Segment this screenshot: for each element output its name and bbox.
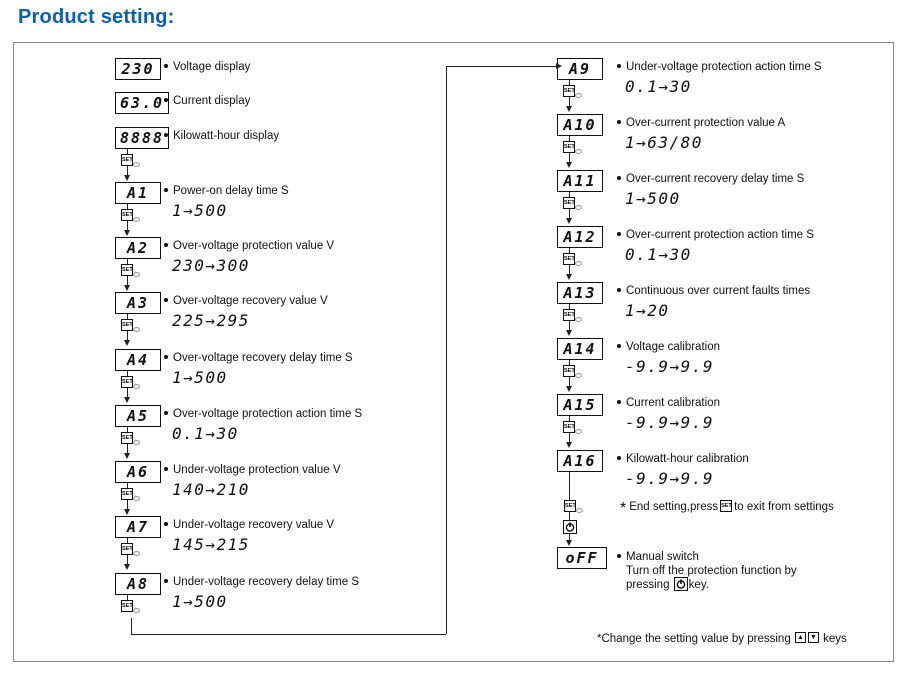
step-label	[617, 172, 804, 186]
step-label-text: Over-voltage protection value V	[173, 240, 335, 252]
connector-left-down	[131, 618, 132, 634]
lcd-display: 8888	[115, 127, 169, 149]
finger-icon	[133, 551, 140, 556]
finger-icon	[575, 373, 582, 378]
step-label	[164, 294, 328, 308]
flow-arrowhead	[124, 509, 130, 515]
step-range: 0.1→30	[172, 424, 239, 443]
flow-arrowhead	[566, 386, 572, 392]
step-label-text: Under-voltage protection action time S	[626, 61, 822, 73]
step-range: -9.9→9.9	[625, 357, 715, 376]
step-label-text: Kilowatt-hour calibration	[626, 453, 749, 465]
step-label-text: Over-current protection value A	[626, 117, 786, 129]
step-label-text: Over-current recovery delay time S	[626, 173, 805, 185]
step-label-text: Under-voltage recovery value V	[173, 519, 335, 531]
step-range: -9.9→9.9	[625, 469, 715, 488]
step-range: 1→500	[172, 592, 228, 611]
finger-icon	[575, 261, 582, 266]
step-range: 0.1→30	[625, 245, 692, 264]
lcd-display: A9	[557, 58, 603, 80]
step-label	[617, 396, 720, 410]
lcd-display: A2	[115, 237, 161, 259]
step-label	[617, 228, 814, 242]
set-key-icon: SET	[121, 488, 133, 500]
flow-arrowhead	[566, 218, 572, 224]
step-label-text: Under-voltage protection value V	[173, 464, 341, 476]
set-key-icon: SET	[563, 253, 575, 265]
step-range: 140→210	[172, 480, 250, 499]
step-label	[617, 284, 810, 298]
up-key-icon: ▲	[795, 632, 806, 643]
lcd-display: A3	[115, 292, 161, 314]
connector-arrowhead	[556, 63, 562, 69]
set-key-icon: SET	[121, 154, 133, 166]
step-range: -9.9→9.9	[625, 413, 715, 432]
set-key-icon: SET	[563, 365, 575, 377]
step-label	[164, 575, 359, 589]
connector-bottom	[131, 634, 446, 635]
step-range: 0.1→30	[625, 77, 692, 96]
end-setting-note: * End setting,press SET to exit from settings	[620, 500, 834, 517]
step-label	[164, 463, 341, 477]
lcd-display: A7	[115, 516, 161, 538]
page-title: Product setting:	[18, 6, 175, 28]
lcd-display: A13	[557, 282, 603, 304]
step-label-text: Over-voltage protection action time S	[173, 408, 363, 420]
lcd-display: A12	[557, 226, 603, 248]
flow-arrowhead	[566, 162, 572, 168]
set-key-icon: SET	[563, 309, 575, 321]
set-key-icon: SET	[720, 500, 732, 512]
down-key-icon: ▼	[808, 632, 819, 643]
step-label	[617, 60, 822, 74]
off-display: oFF	[557, 547, 607, 569]
lcd-display: A8	[115, 573, 161, 595]
set-key-icon: SET	[563, 141, 575, 153]
step-label	[164, 129, 279, 143]
lcd-display: A10	[557, 114, 603, 136]
footnote: *Change the setting value by pressing ▲ ▼ keys	[597, 633, 847, 645]
set-key-icon: SET	[121, 432, 133, 444]
step-label-text: Power-on delay time S	[173, 185, 289, 197]
set-key-icon: SET	[563, 85, 575, 97]
step-label	[164, 239, 334, 253]
step-label	[164, 94, 250, 108]
step-range: 1→500	[172, 201, 228, 220]
lcd-display: A1	[115, 182, 161, 204]
step-label-text: Voltage calibration	[626, 341, 720, 353]
step-label	[164, 351, 353, 365]
finger-icon	[575, 205, 582, 210]
lcd-display: 230	[115, 58, 161, 80]
flow-arrowhead	[566, 274, 572, 280]
finger-icon	[133, 384, 140, 389]
step-range: 225→295	[172, 311, 250, 330]
flow-arrowhead	[566, 540, 572, 546]
step-label-text: Continuous over current faults times	[626, 285, 811, 297]
step-label-text: Current display	[173, 95, 251, 107]
connector-top	[446, 66, 556, 67]
step-label	[164, 518, 334, 532]
set-key-icon: SET	[121, 600, 133, 612]
lcd-display: A16	[557, 450, 603, 472]
step-label	[617, 340, 720, 354]
set-key-icon: SET	[121, 264, 133, 276]
flow-arrowhead	[124, 397, 130, 403]
finger-icon	[575, 429, 582, 434]
manual-switch-desc-2: pressing key.	[626, 578, 709, 592]
step-label-text: Over-voltage recovery delay time S	[173, 352, 353, 364]
step-range: 1→63/80	[625, 133, 703, 152]
step-label-text: Voltage display	[173, 61, 251, 73]
flow-line	[569, 472, 570, 500]
lcd-display: A6	[115, 461, 161, 483]
flow-arrowhead	[124, 230, 130, 236]
step-label	[617, 452, 749, 466]
finger-icon	[133, 327, 140, 332]
set-key-icon: SET	[121, 543, 133, 555]
manual-switch-desc: Turn off the protection function by	[626, 565, 797, 577]
step-label	[164, 407, 362, 421]
set-key-icon: SET	[564, 500, 576, 512]
step-range: 1→20	[625, 301, 670, 320]
step-label-text: Over-current protection action time S	[626, 229, 814, 241]
finger-icon	[133, 272, 140, 277]
set-key-icon: SET	[121, 376, 133, 388]
finger-icon	[576, 508, 583, 513]
step-label-text: Kilowatt-hour display	[173, 130, 280, 142]
set-key-icon: SET	[563, 197, 575, 209]
finger-icon	[575, 317, 582, 322]
power-key-icon	[674, 577, 688, 591]
finger-icon	[133, 217, 140, 222]
power-key-icon	[563, 520, 577, 534]
finger-icon	[133, 440, 140, 445]
flow-arrowhead	[124, 175, 130, 181]
lcd-display: A4	[115, 349, 161, 371]
flow-arrowhead	[566, 442, 572, 448]
set-key-icon: SET	[121, 209, 133, 221]
step-range: 145→215	[172, 535, 250, 554]
step-label	[617, 116, 785, 130]
step-label-text: Over-voltage recovery value V	[173, 295, 328, 307]
step-range: 1→500	[625, 189, 681, 208]
step-label	[164, 184, 289, 198]
flow-arrowhead	[124, 340, 130, 346]
lcd-display: A14	[557, 338, 603, 360]
finger-icon	[133, 496, 140, 501]
step-range: 1→500	[172, 368, 228, 387]
set-key-icon: SET	[121, 319, 133, 331]
flow-arrowhead	[566, 106, 572, 112]
manual-switch-label: Manual switch	[617, 550, 699, 564]
flow-arrowhead	[124, 564, 130, 570]
step-label-text: Under-voltage recovery delay time S	[173, 576, 359, 588]
set-key-icon: SET	[563, 421, 575, 433]
step-range: 230→300	[172, 256, 250, 275]
finger-icon	[575, 149, 582, 154]
finger-icon	[575, 93, 582, 98]
flow-arrowhead	[566, 330, 572, 336]
finger-icon	[133, 162, 140, 167]
lcd-display: A11	[557, 170, 603, 192]
lcd-display: A5	[115, 405, 161, 427]
connector-up	[446, 66, 447, 634]
lcd-display: 63.0	[115, 92, 169, 114]
step-label	[164, 60, 250, 74]
flow-arrowhead	[124, 285, 130, 291]
step-label-text: Current calibration	[626, 397, 720, 409]
finger-icon	[133, 608, 140, 613]
lcd-display: A15	[557, 394, 603, 416]
flow-arrowhead	[124, 453, 130, 459]
